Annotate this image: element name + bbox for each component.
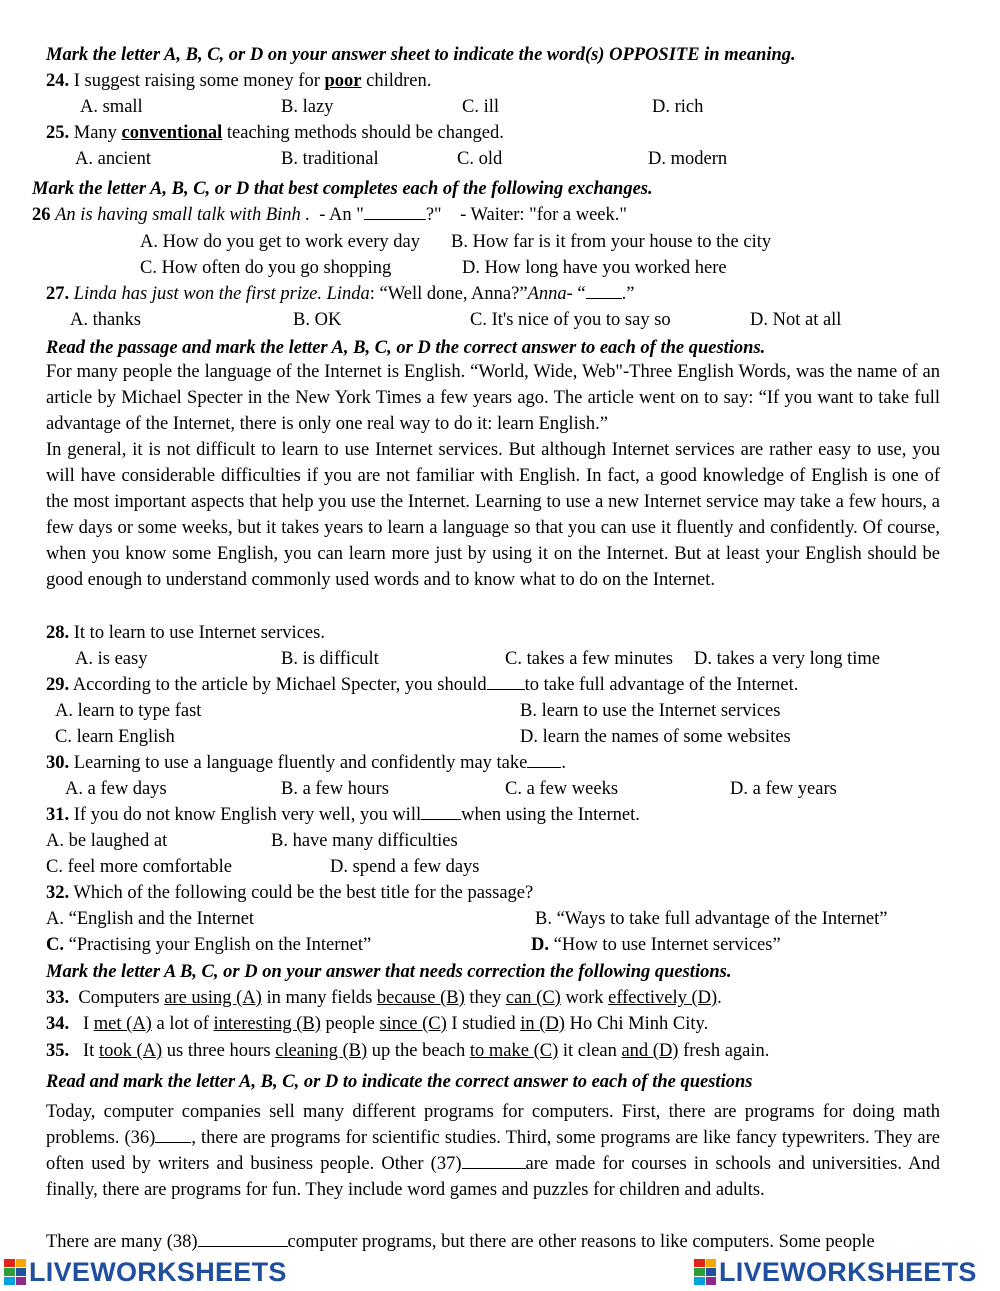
blank-36[interactable] xyxy=(155,1128,191,1143)
cloze-text: are made for courses in schools and universities. And finally, there are programs for fun. They include word games and puzzles for children and adults. xyxy=(46,1154,940,1200)
answer-blank[interactable] xyxy=(527,753,561,768)
option-letter: D. xyxy=(531,935,549,955)
key-word: poor xyxy=(324,71,362,91)
cloze-paragraph-2 xyxy=(46,1231,875,1253)
speaker-line: : “Well done, Anna?” xyxy=(369,284,528,304)
option-a[interactable]: A. small xyxy=(80,97,143,117)
question-text: According to the article by Michael Specter, you should xyxy=(72,675,487,695)
logo-text: LIVEWORKSHEETS xyxy=(29,1256,287,1287)
error-option-d[interactable]: and (D) xyxy=(621,1041,679,1061)
error-option-d[interactable]: effectively (D) xyxy=(608,988,718,1008)
option-b[interactable]: B. have many difficulties xyxy=(271,831,458,851)
sentence-part: I xyxy=(83,1014,90,1034)
speaker-line: - An " xyxy=(319,205,364,225)
question-number: 26 xyxy=(32,205,51,225)
question-number: 27. xyxy=(46,284,70,304)
sentence-part: . xyxy=(717,988,722,1008)
question-number: 34. xyxy=(46,1014,70,1034)
question-number: 24. xyxy=(46,71,70,91)
option-d[interactable]: D. How long have you worked here xyxy=(462,258,727,278)
option-d[interactable]: D. learn the names of some websites xyxy=(520,727,791,747)
question-text: when using the Internet. xyxy=(461,805,640,825)
option-c[interactable]: C. ill xyxy=(462,97,500,117)
answer-blank[interactable] xyxy=(487,675,525,690)
error-option-a[interactable]: met (A) xyxy=(93,1014,152,1034)
option-a[interactable]: A. How do you get to work every day xyxy=(140,232,421,252)
sentence-part: it clean xyxy=(562,1041,617,1061)
question-24 xyxy=(46,70,431,92)
question-number: 28. xyxy=(46,623,70,643)
option-d[interactable] xyxy=(531,934,781,956)
speaker-line-end: ?" xyxy=(425,205,442,225)
sentence-part: they xyxy=(469,988,502,1008)
sentence-part: people xyxy=(325,1014,375,1034)
question-29 xyxy=(46,674,798,696)
reply-open: - “ xyxy=(566,284,586,304)
sentence-part: Ho Chi Minh City. xyxy=(569,1014,709,1034)
speaker-name: Anna xyxy=(527,284,567,304)
question-text: to take full advantage of the Internet. xyxy=(524,675,799,695)
cloze-paragraph-1 xyxy=(46,1099,940,1203)
question-32 xyxy=(46,882,533,904)
option-d[interactable]: D. a few years xyxy=(730,779,837,799)
option-text: “Practising your English on the Internet” xyxy=(68,935,372,955)
question-text: Many xyxy=(73,123,117,143)
option-b[interactable]: B. How far is it from your house to the city xyxy=(451,232,772,252)
sentence-part: Computers xyxy=(78,988,160,1008)
question-context: An is having small talk with Binh . xyxy=(55,205,311,225)
liveworksheets-logo-left[interactable] xyxy=(4,1256,287,1288)
error-option-b[interactable]: because (B) xyxy=(376,988,465,1008)
sentence-part: fresh again. xyxy=(683,1041,770,1061)
option-a[interactable]: A. “English and the Internet xyxy=(46,909,255,929)
cloze-text: Today, computer companies sell many different programs for computers. First, there are programs for doing math problems. (36) xyxy=(46,1102,940,1148)
cloze-text: , there are programs for scientific studies. Third, some programs are like fancy typewriters. They are often used by writers and business people. Other (37) xyxy=(46,1128,940,1174)
error-option-b[interactable]: interesting (B) xyxy=(213,1014,321,1034)
question-number: 25. xyxy=(46,123,70,143)
option-a[interactable]: A. is easy xyxy=(75,649,148,669)
option-c[interactable]: C. feel more comfortable xyxy=(46,857,232,877)
question-31 xyxy=(46,804,640,826)
question-number: 33. xyxy=(46,988,70,1008)
logo-text: LIVEWORKSHEETS xyxy=(719,1256,977,1287)
sentence-part: work xyxy=(565,988,604,1008)
question-33 xyxy=(46,987,722,1009)
cloze-text: There are many (38) xyxy=(46,1232,198,1252)
option-d[interactable]: D. modern xyxy=(648,149,728,169)
option-a[interactable]: A. ancient xyxy=(75,149,152,169)
option-c[interactable]: C. takes a few minutes xyxy=(505,649,673,669)
question-text: If you do not know English very well, you will xyxy=(73,805,422,825)
answer-blank[interactable] xyxy=(364,205,426,220)
option-c[interactable] xyxy=(46,934,371,956)
question-context: Linda has just won the first prize. Linda xyxy=(73,284,370,304)
instruction-cloze: Read and mark the letter A, B, C, or D to indicate the correct answer to each of the questions xyxy=(46,1072,753,1092)
question-30 xyxy=(46,752,566,774)
option-b[interactable]: B. lazy xyxy=(281,97,334,117)
sentence-part: in many fields xyxy=(266,988,373,1008)
passage-paragraph-1: For many people the language of the Internet is English. “World, Wide, Web"-Three English Words, was the name of an article by Michael Specter in the New York Times a few years ago. The article went on to say: “If you want to take full advantage of the Internet, there is only one real way to do it: learn English.” xyxy=(46,362,940,434)
question-28 xyxy=(46,622,325,644)
sentence-part: It xyxy=(83,1041,95,1061)
question-26 xyxy=(32,204,627,226)
cloze-text: computer programs, but there are other reasons to like computers. Some people xyxy=(287,1232,875,1252)
option-c[interactable]: C. learn English xyxy=(55,727,175,747)
option-c[interactable]: C. It's nice of you to say so xyxy=(470,310,671,330)
option-a[interactable]: A. be laughed at xyxy=(46,831,168,851)
question-text: It to learn to use Internet services. xyxy=(73,623,325,643)
sentence-part: up the beach xyxy=(371,1041,466,1061)
instruction-passage: Read the passage and mark the letter A, B, C, or D the correct answer to each of the questions. xyxy=(46,338,766,358)
question-text: Which of the following could be the best title for the passage? xyxy=(73,883,534,903)
key-word: conventional xyxy=(121,123,223,143)
question-text: teaching methods should be changed. xyxy=(226,123,504,143)
reply-close: .” xyxy=(621,284,635,304)
error-option-d[interactable]: in (D) xyxy=(520,1014,565,1034)
response-line: - Waiter: "for a week." xyxy=(460,205,627,225)
instruction-opposite: Mark the letter A, B, C, or D on your answer sheet to indicate the word(s) OPPOSITE in meaning. xyxy=(46,45,796,65)
question-34 xyxy=(46,1013,708,1035)
question-27 xyxy=(46,283,634,305)
blank-37[interactable] xyxy=(462,1154,526,1169)
option-d[interactable]: D. rich xyxy=(652,97,704,117)
instruction-correction: Mark the letter A B, C, or D on your answer that needs correction the following questions. xyxy=(46,962,732,982)
error-option-b[interactable]: cleaning (B) xyxy=(275,1041,368,1061)
instruction-exchanges: Mark the letter A, B, C, or D that best completes each of the following exchanges. xyxy=(32,179,653,199)
question-text: . xyxy=(561,753,566,773)
question-text: children. xyxy=(366,71,432,91)
question-number: 32. xyxy=(46,883,70,903)
error-option-a[interactable]: took (A) xyxy=(98,1041,163,1061)
question-text: I suggest raising some money for xyxy=(73,71,320,91)
option-c[interactable]: C. a few weeks xyxy=(505,779,619,799)
sentence-part: a lot of xyxy=(156,1014,209,1034)
question-number: 29. xyxy=(46,675,70,695)
option-c[interactable]: C. How often do you go shopping xyxy=(140,258,392,278)
option-d[interactable]: D. spend a few days xyxy=(330,857,480,877)
option-b[interactable]: B. learn to use the Internet services xyxy=(520,701,781,721)
option-d[interactable]: D. Not at all xyxy=(750,310,842,330)
error-option-c[interactable]: since (C) xyxy=(379,1014,447,1034)
logo-mark-icon xyxy=(694,1259,716,1285)
sentence-part: us three hours xyxy=(166,1041,271,1061)
question-number: 35. xyxy=(46,1041,70,1061)
answer-blank[interactable] xyxy=(586,284,622,299)
passage-paragraph-2: In general, it is not difficult to learn to use Internet services. But although Internet services are rather easy to use, you will have considerable difficulties if you are not familiar with English. In fact, a good knowledge of English is one of the most important aspects that help you use the Internet. Learning to use a new Internet service may take a few hours, a few days or some weeks, but it takes years to learn a language so that you can use it fluently and confidently. Of course, when you know some English, you can learn more just by using it on the Internet. But at least your English should be good enough to understand commonly used words and to know what to do on the Internet. xyxy=(46,440,940,590)
blank-38[interactable] xyxy=(198,1232,288,1247)
error-option-a[interactable]: are using (A) xyxy=(164,988,262,1008)
option-c[interactable]: C. old xyxy=(457,149,503,169)
question-35 xyxy=(46,1040,769,1062)
question-number: 30. xyxy=(46,753,70,773)
option-a[interactable]: A. a few days xyxy=(65,779,167,799)
question-text: Learning to use a language fluently and confidently may take xyxy=(73,753,528,773)
option-b[interactable]: B. OK xyxy=(293,310,342,330)
option-b[interactable]: B. a few hours xyxy=(281,779,389,799)
option-letter: C. xyxy=(46,935,64,955)
liveworksheets-logo-right[interactable] xyxy=(694,1256,977,1288)
option-b[interactable]: B. “Ways to take full advantage of the Internet” xyxy=(535,909,888,929)
option-b[interactable]: B. is difficult xyxy=(281,649,379,669)
logo-mark-icon xyxy=(4,1259,26,1285)
option-a[interactable]: A. learn to type fast xyxy=(55,701,202,721)
option-b[interactable]: B. traditional xyxy=(281,149,379,169)
answer-blank[interactable] xyxy=(421,805,461,820)
question-25 xyxy=(46,122,504,144)
option-text: “How to use Internet services” xyxy=(553,935,781,955)
question-number: 31. xyxy=(46,805,70,825)
error-option-c[interactable]: to make (C) xyxy=(469,1041,559,1061)
sentence-part: I studied xyxy=(451,1014,516,1034)
option-d[interactable]: D. takes a very long time xyxy=(694,649,880,669)
error-option-c[interactable]: can (C) xyxy=(505,988,561,1008)
option-a[interactable]: A. thanks xyxy=(70,310,141,330)
